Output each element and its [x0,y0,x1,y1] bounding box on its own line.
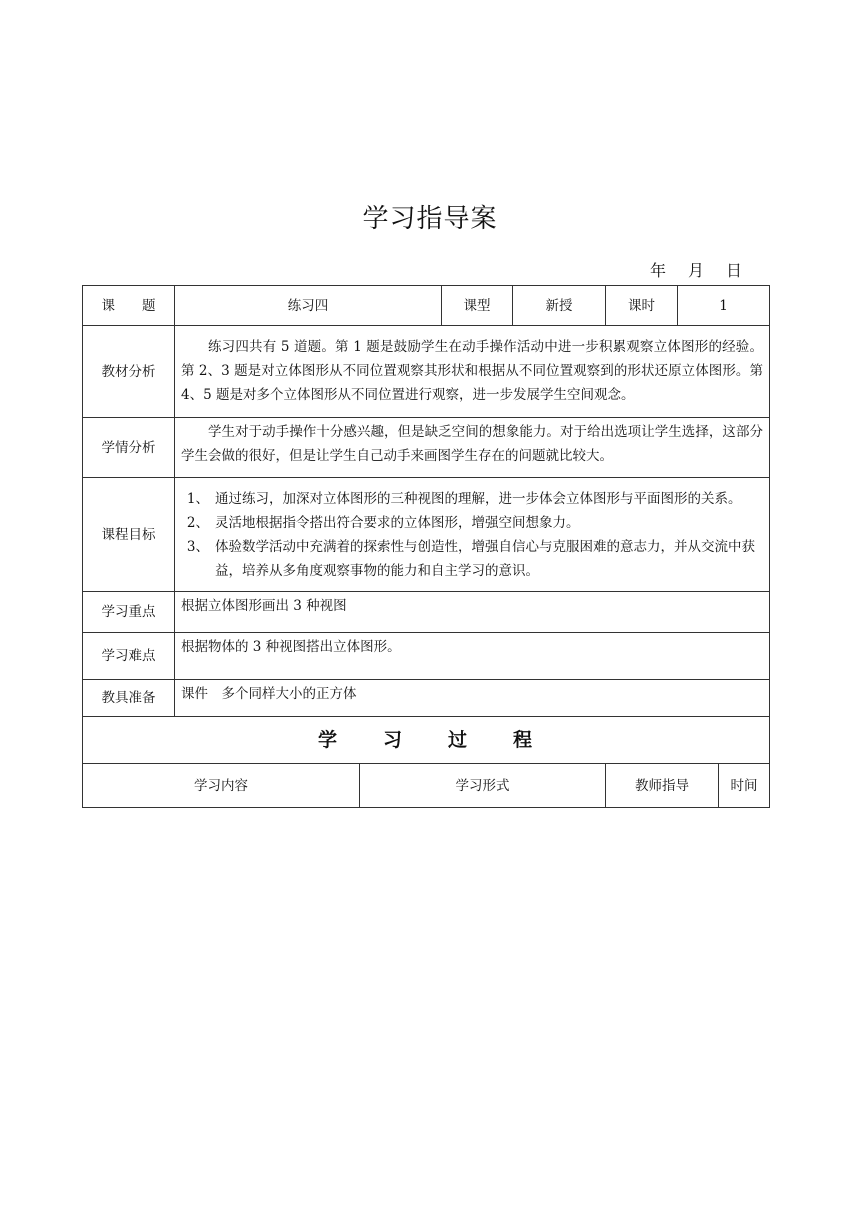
goals-list [181,487,763,583]
month-label: 月 [687,261,704,280]
goal-item-3: 3、 体验数学活动中充满着的探索性与创造性，增强自信心与克服困难的意志力，并从交流中获益，培养从多角度观察事物的能力和自主学习的意识。 [186,538,755,579]
material-label: 教材分析 [83,326,175,418]
process-heading: 学 习 过 程 [83,717,770,764]
process-columns-row [83,764,770,808]
key-row [83,592,770,633]
material-row [83,326,770,418]
day-label: 日 [725,261,742,280]
topic-value: 练习四 [175,286,442,326]
year-label: 年 [649,261,666,280]
goal-item-2: 2、 灵活地根据指令搭出符合要求的立体图形，增强空间想象力。 [186,514,580,531]
difficulty-label: 学习难点 [83,633,175,680]
tools-row [83,680,770,717]
page-title: 学习指导案 [362,204,498,234]
col-content: 学习内容 [83,764,360,808]
goals-cell [175,478,770,592]
hours-label: 课时 [606,286,678,326]
difficulty-row [83,633,770,680]
key-label: 学习重点 [83,592,175,633]
key-text: 根据立体图形画出 3 种视图 [175,592,770,633]
process-heading-row [83,717,770,764]
col-form: 学习形式 [360,764,606,808]
date-line [650,258,742,281]
type-label: 课型 [442,286,513,326]
difficulty-text: 根据物体的 3 种视图搭出立体图形。 [175,633,770,680]
col-teacher: 教师指导 [606,764,719,808]
goals-row [83,478,770,592]
hours-value: 1 [678,286,770,326]
student-text: 学生对于动手操作十分感兴趣，但是缺乏空间的想象能力。对于给出选项让学生选择，这部分学生会做的很好，但是让学生自己动手来画图学生存在的问题就比较大。 [175,418,770,478]
col-time: 时间 [719,764,770,808]
header-row [83,286,770,326]
tools-text: 课件 多个同样大小的正方体 [175,680,770,717]
student-label: 学情分析 [83,418,175,478]
lesson-plan-table [82,285,770,808]
topic-label: 课 题 [83,286,175,326]
goal-item-1: 1、 通过练习，加深对立体图形的三种视图的理解，进一步体会立体图形与平面图形的关系。 [186,490,742,507]
student-row [83,418,770,478]
type-value: 新授 [513,286,606,326]
goals-label: 课程目标 [83,478,175,592]
tools-label: 教具准备 [83,680,175,717]
material-text: 练习四共有 5 道题。第 1 题是鼓励学生在动手操作活动中进一步积累观察立体图形的经验。第 2、3 题是对立体图形从不同位置观察其形状和根据从不同位置观察到的形状还原立体图形。第 4、5 题是对多个立体图形从不同位置进行观察，进一步发展学生空间观念。 [175,326,770,418]
